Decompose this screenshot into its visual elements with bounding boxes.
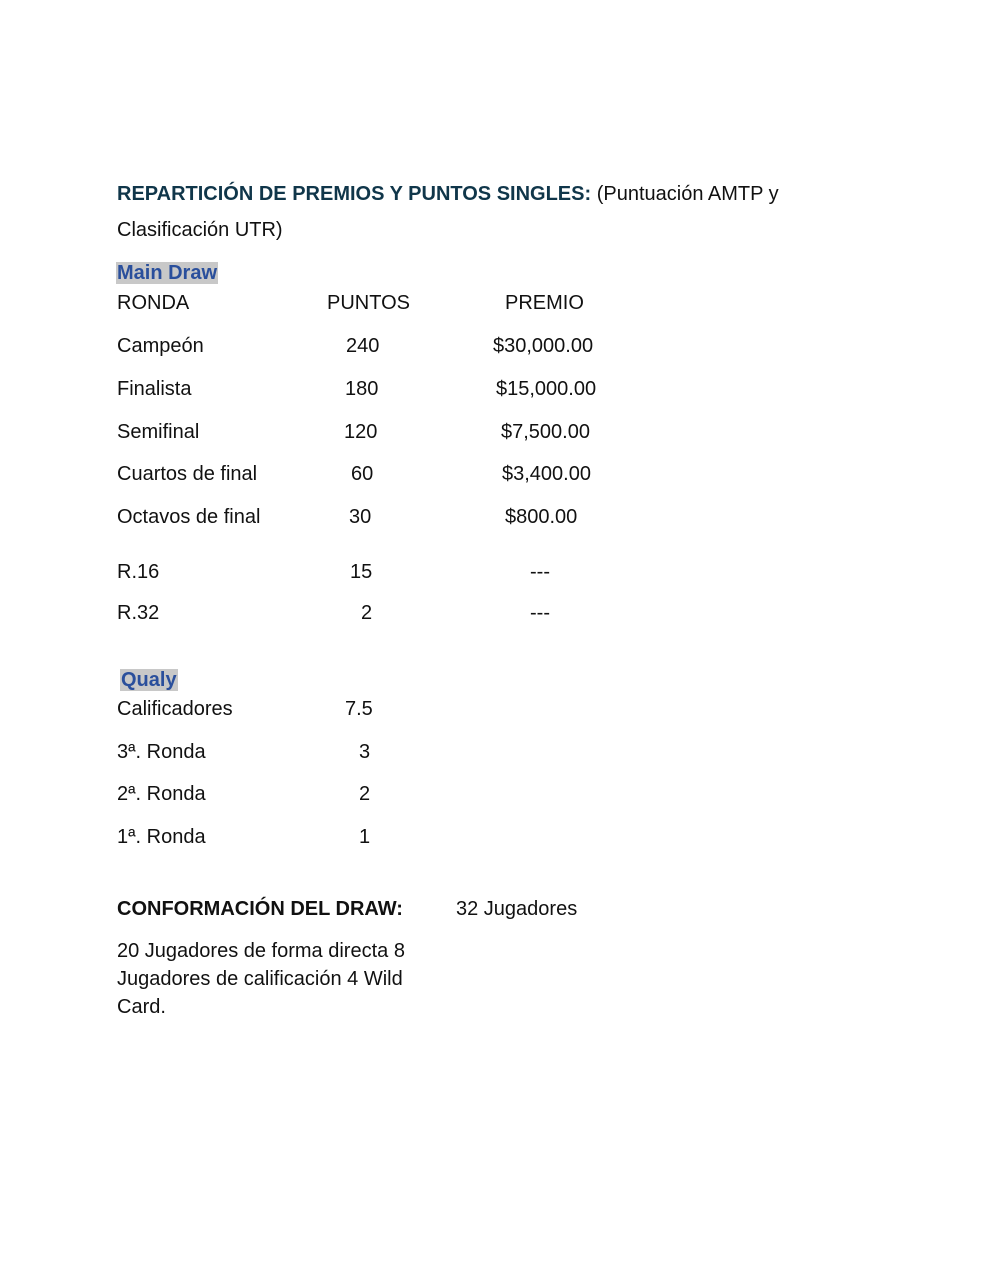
draw-value: 32 Jugadores: [456, 898, 578, 920]
row-ronda: Octavos de final: [117, 506, 261, 528]
row-ronda: 1ª. Ronda: [117, 826, 206, 848]
draw-description-line-3: Card.: [117, 996, 166, 1018]
row-puntos: 2: [361, 602, 373, 624]
row-puntos: 2: [359, 783, 371, 805]
row-ronda: Calificadores: [117, 698, 233, 720]
section-title-bold: REPARTICIÓN DE PREMIOS Y PUNTOS SINGLES:: [117, 183, 592, 205]
row-premio: ---: [530, 561, 550, 583]
main-draw-label: [116, 261, 218, 285]
row-puntos: 1: [359, 826, 371, 848]
row-puntos: 240: [346, 335, 380, 357]
row-ronda: R.16: [117, 561, 160, 583]
row-premio: $15,000.00: [496, 378, 597, 400]
row-ronda: 2ª. Ronda: [117, 783, 206, 805]
row-ronda: Finalista: [117, 378, 192, 400]
draw-description-line-1: 20 Jugadores de forma directa 8: [117, 940, 405, 962]
draw-label: CONFORMACIÓN DEL DRAW:: [117, 898, 403, 920]
qualy-label: [120, 668, 178, 692]
draw-description-line-2: Jugadores de calificación 4 Wild: [117, 968, 403, 990]
row-premio: $3,400.00: [502, 463, 591, 485]
qualy-highlight: Qualy: [121, 669, 177, 691]
row-premio: $7,500.00: [501, 421, 590, 443]
row-puntos: 7.5: [345, 698, 373, 720]
main-draw-highlight: Main Draw: [117, 262, 218, 284]
header-ronda: RONDA: [117, 292, 190, 314]
row-ronda: Semifinal: [117, 421, 200, 443]
row-puntos: 60: [351, 463, 374, 485]
row-puntos: 15: [350, 561, 373, 583]
row-puntos: 30: [349, 506, 372, 528]
header-puntos: PUNTOS: [327, 292, 410, 314]
header-premio: PREMIO: [505, 292, 584, 314]
row-premio: ---: [530, 602, 550, 624]
row-ronda: 3ª. Ronda: [117, 741, 206, 763]
row-ronda: R.32: [117, 602, 160, 624]
row-premio: $800.00: [505, 506, 578, 528]
row-ronda: Campeón: [117, 335, 204, 357]
section-title-rest: (Puntuación AMTP y: [591, 183, 779, 205]
section-title: [117, 182, 779, 206]
row-puntos: 180: [345, 378, 379, 400]
section-title-line2: Clasificación UTR): [117, 219, 283, 241]
row-puntos: 3: [359, 741, 371, 763]
row-ronda: Cuartos de final: [117, 463, 258, 485]
row-premio: $30,000.00: [493, 335, 594, 357]
row-puntos: 120: [344, 421, 378, 443]
